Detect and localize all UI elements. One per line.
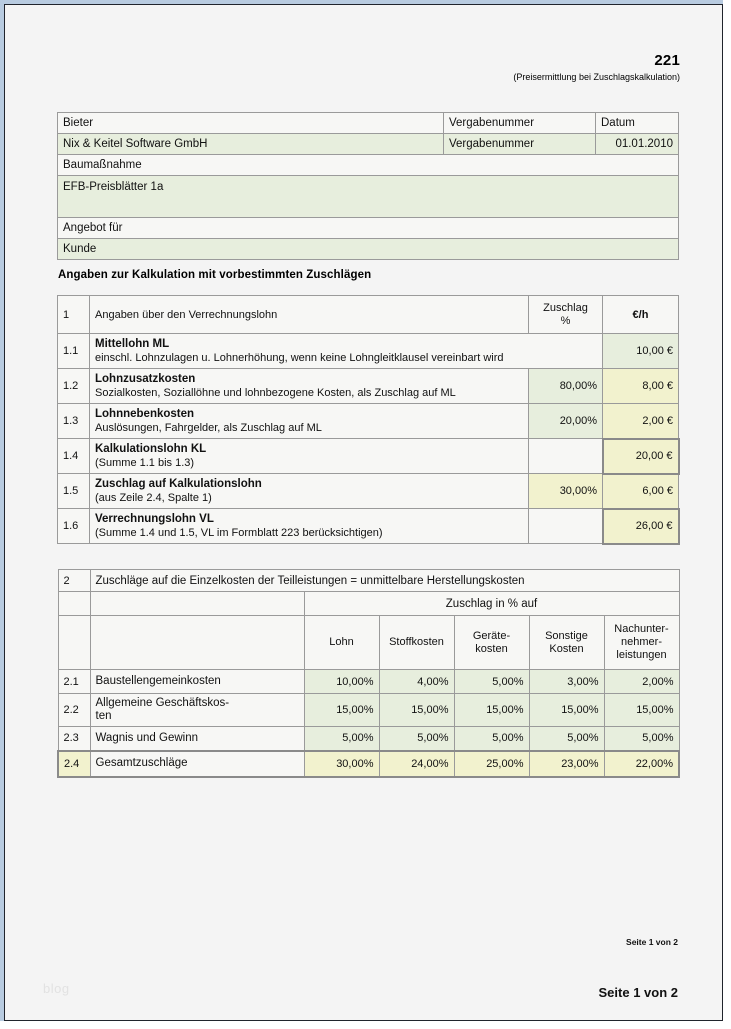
page-inner [4,4,723,1021]
table-row [58,218,679,239]
table-row-total [58,751,679,777]
row-2-1-geraetekosten[interactable]: 5,00% [454,670,529,694]
table-row [58,239,679,260]
col-header-nachunternehmerleistungen [604,616,679,670]
row-label-1-5 [90,474,529,509]
empty-header-cell-b [90,592,304,616]
col-header-stoffkosten-line1: Stoffkosten [389,636,444,648]
row-name-2-2-line1: Allgemeine Geschäftskos- [95,697,230,709]
footer-page-indicator-large: Seite 1 von 2 [598,985,678,1000]
table-row [58,155,679,176]
form-sheet [5,5,722,1020]
row-2-2-nachunternehmer[interactable]: 15,00% [604,694,679,727]
label-baumassnahme: Baumaßnahme [58,155,679,176]
row-title-1-2: Lohnzusatzkosten [95,373,196,385]
footer-page-indicator-small: Seite 1 von 2 [626,937,678,947]
section-2-title: Zuschläge auf die Einzelkosten der Teilleistungen = unmittelbare Herstellungskosten [90,570,679,592]
row-name-2-2 [90,694,304,727]
empty-header-cell-d [90,616,304,670]
col-header-sonstige-kosten [529,616,604,670]
row-title-1-3: Lohnnebenkosten [95,408,195,420]
row-2-1-sonstige[interactable]: 3,00% [529,670,604,694]
table-row [58,134,679,155]
row-zuschlag-1-6 [529,509,603,544]
row-title-1-6: Verrechnungslohn VL [95,513,214,525]
row-title-1-5: Zuschlag auf Kalkulationslohn [95,478,262,490]
row-2-2-stoffkosten[interactable]: 15,00% [379,694,454,727]
table-header-row [58,592,679,616]
col-header-geraetekosten-line1: Geräte- [472,629,511,642]
row-label-1-1 [90,334,603,369]
label-angebot-fuer: Angebot für [58,218,679,239]
row-name-2-4: Gesamtzuschläge [90,751,304,777]
table-header-row [58,616,679,670]
row-index-1-1: 1.1 [58,334,90,369]
table-header-row [58,296,679,334]
row-note-1-2: Sozialkosten, Soziallöhne und lohnbezogene Kosten, als Zuschlag auf ML [95,387,456,399]
document-header [513,53,680,83]
table-row [58,369,679,404]
row-2-2-lohn[interactable]: 15,00% [304,694,379,727]
row-2-2-sonstige[interactable]: 15,00% [529,694,604,727]
label-datum: Datum [596,113,679,134]
col-header-eur: €/h [603,296,679,334]
row-index-2-2: 2.2 [58,694,90,727]
document-subtitle: (Preisermittlung bei Zuschlagskalkulation) [513,72,680,82]
value-bieter[interactable]: Nix & Keitel Software GmbH [58,134,444,155]
bidder-info-table [57,112,679,260]
row-index-1-3: 1.3 [58,404,90,439]
row-2-4-nachunternehmer[interactable]: 22,00% [604,751,679,777]
table-row [58,727,679,751]
row-2-4-lohn[interactable]: 30,00% [304,751,379,777]
row-index-2-4: 2.4 [58,751,90,777]
row-zuschlag-1-3[interactable]: 20,00% [529,404,603,439]
row-2-3-nachunternehmer[interactable]: 5,00% [604,727,679,751]
empty-header-cell-a [58,592,90,616]
col-header-nu-line3: leistungen [616,649,667,661]
value-vergabenummer[interactable]: Vergabenummer [444,134,596,155]
table-row [58,670,679,694]
col-header-lohn [304,616,379,670]
row-eur-1-1[interactable]: 10,00 € [603,334,679,369]
row-zuschlag-1-2[interactable]: 80,00% [529,369,603,404]
row-label-1-3 [90,404,529,439]
table-row [58,113,679,134]
row-index-1-6: 1.6 [58,509,90,544]
zuschlaege-table [57,569,680,778]
row-note-1-1: einschl. Lohnzulagen u. Lohnerhöhung, wenn keine Lohngleitklausel vereinbart wird [95,352,504,364]
row-eur-1-6[interactable]: 26,00 € [603,509,679,544]
col-header-nu-line1: Nachunter- [614,623,669,635]
empty-header-cell-c [58,616,90,670]
col-header-zuschlag-line2: % [560,314,571,327]
row-name-2-2-line2: ten [95,710,112,722]
row-zuschlag-1-4 [529,439,603,474]
section-2-index: 2 [58,570,90,592]
col-header-stoffkosten [379,616,454,670]
row-name-2-3: Wagnis und Gewinn [90,727,304,751]
row-note-1-4: (Summe 1.1 bis 1.3) [95,457,195,469]
row-zuschlag-1-5[interactable]: 30,00% [529,474,603,509]
table-row [58,474,679,509]
table-row [58,509,679,544]
row-2-3-geraetekosten[interactable]: 5,00% [454,727,529,751]
row-name-2-1: Baustellengemeinkosten [90,670,304,694]
row-eur-1-4[interactable]: 20,00 € [603,439,679,474]
row-2-4-sonstige[interactable]: 23,00% [529,751,604,777]
row-index-2-1: 2.1 [58,670,90,694]
verrechnungslohn-table [57,295,680,545]
label-bieter: Bieter [58,113,444,134]
row-2-3-lohn[interactable]: 5,00% [304,727,379,751]
row-note-1-5: (aus Zeile 2.4, Spalte 1) [95,492,212,504]
row-title-1-1: Mittellohn ML [95,338,170,350]
col-header-zuschlag-line1: Zuschlag [543,301,588,314]
group-header-zuschlag: Zuschlag in % auf [304,592,679,616]
row-eur-1-5[interactable]: 6,00 € [603,474,679,509]
col-header-sonstige-kosten-line1: Sonstige [545,629,588,642]
row-note-1-3: Auslösungen, Fahrgelder, als Zuschlag auf ML [95,422,322,434]
section-1-title: Angaben über den Verrechnungslohn [90,296,529,334]
watermark-text: blog [43,981,70,996]
col-header-sonstige-kosten-line2: Kosten [549,642,584,655]
table-row [58,439,679,474]
table-header-row [58,570,679,592]
table-row [58,176,679,218]
label-vergabenummer: Vergabenummer [444,113,596,134]
row-2-3-stoffkosten[interactable]: 5,00% [379,727,454,751]
row-index-1-2: 1.2 [58,369,90,404]
table-row [58,694,679,727]
col-header-geraetekosten [454,616,529,670]
row-index-1-4: 1.4 [58,439,90,474]
value-datum[interactable]: 01.01.2010 [596,134,679,155]
table-row [58,334,679,369]
value-baumassnahme[interactable]: EFB-Preisblätter 1a [58,176,679,218]
row-index-2-3: 2.3 [58,727,90,751]
row-eur-1-3[interactable]: 2,00 € [603,404,679,439]
row-index-1-5: 1.5 [58,474,90,509]
row-2-1-lohn[interactable]: 10,00% [304,670,379,694]
col-header-lohn-line1: Lohn [329,636,354,648]
row-2-2-geraetekosten[interactable]: 15,00% [454,694,529,727]
row-label-1-4 [90,439,529,474]
row-2-4-stoffkosten[interactable]: 24,00% [379,751,454,777]
section-1-index: 1 [58,296,90,334]
row-title-1-4: Kalkulationslohn KL [95,443,207,455]
row-eur-1-2[interactable]: 8,00 € [603,369,679,404]
row-note-1-6: (Summe 1.4 und 1.5, VL im Formblatt 223 berücksichtigen) [95,527,383,539]
row-label-1-2 [90,369,529,404]
row-2-3-sonstige[interactable]: 5,00% [529,727,604,751]
document-number: 221 [654,52,680,69]
section-1-caption: Angaben zur Kalkulation mit vorbestimmten Zuschlägen [58,269,372,281]
row-label-1-6 [90,509,529,544]
row-2-4-geraetekosten[interactable]: 25,00% [454,751,529,777]
value-angebot-fuer[interactable]: Kunde [58,239,679,260]
col-header-geraetekosten-line2: kosten [475,642,508,655]
table-row [58,404,679,439]
col-header-nu-line2: nehmer- [621,636,662,648]
row-2-1-stoffkosten[interactable]: 4,00% [379,670,454,694]
row-2-1-nachunternehmer[interactable]: 2,00% [604,670,679,694]
